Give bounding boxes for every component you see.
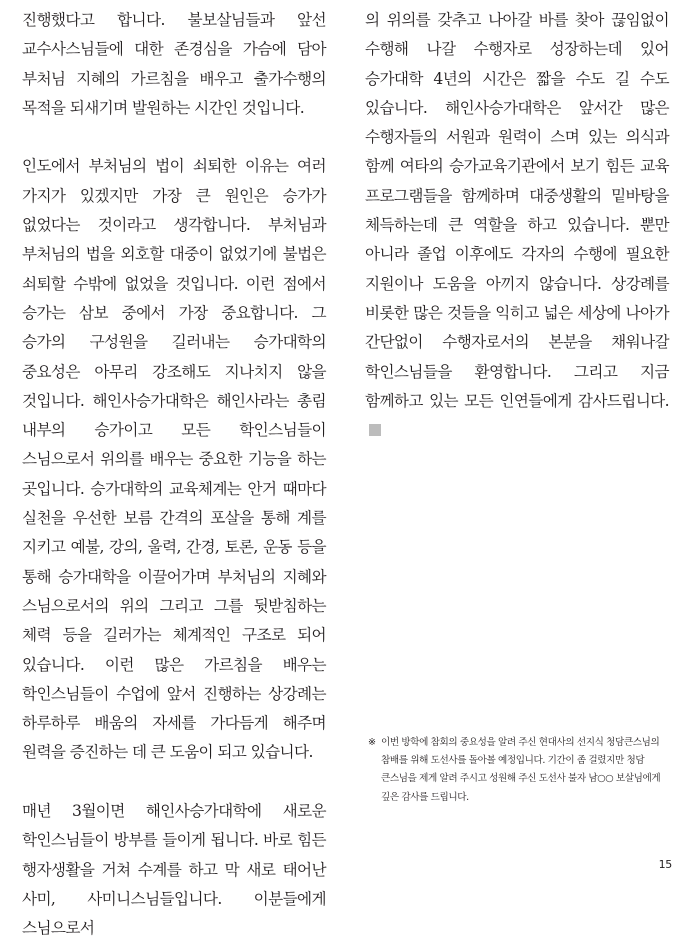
paragraph-text: 의 위의를 갖추고 나아갈 바를 찾아 끊임없이 수행해 나갈 수행자로 성장하는데 있어 승가대학 4년의 시간은 짧을 수도 길 수도 있습니다. 해인사승가대학은 앞서간 많은 수행자들의 서원과 원력이 스며 있는 의식과 함께 여타의 승가교육기관에서 보기 힘든 교육 프로그램들을 함께하며 대중생활의 밑바탕을 체득하는데 큰 역할을 하고 있습니다. 뿐만 아니라 졸업 이후에도 각자의 수행에 필요한 지원이나 도움을 아끼지 않습니다. 상강례를 비롯한 많은 것들을 익히고 넓은 세상에 나아가 간단없이 수행자로서의 본분을 채워나갈 학인스님들을 환영합니다. 그리고 지금 함께하고 있는 모든 인연들에게 감사드립니다. [365,11,669,410]
paragraph: 매년 3월이면 해인사승가대학에 새로운 학인스님들이 방부를 들이게 됩니다. 바로 힘든 행자생활을 거쳐 수계를 하고 막 새로 태어난 사미, 사미니스님들입니다. 이분들에게 스님으로서 [22,802,326,938]
footnote-text: 이번 방학에 참회의 중요성을 알려 주신 현대사의 선지식 청담큰스님의 참배를 위해 도선사를 돌아볼 예정입니다. 기간이 좀 걸렸지만 청담 큰스님을 제게 알려 주시고 성원해 주신 도선사 불자 남○○ 보살님에게 깊은 감사를 드립니다. [381,737,661,803]
paragraph [365,6,669,445]
left-column [22,6,326,944]
footnote [368,734,670,807]
end-of-article-square-icon [369,424,381,436]
paragraph: 인도에서 부처님의 법이 쇠퇴한 이유는 여러 가지가 있겠지만 가장 큰 원인은 승가가 없었다는 것이라고 생각합니다. 부처님과 부처님의 법을 외호할 대중이 없었기에 불법은 쇠퇴할 수밖에 없었을 것입니다. 이런 점에서 승가는 삼보 중에서 가장 중요합니다. 그 승가의 구성원을 길러내는 승가대학의 중요성은 아무리 강조해도 지나치지 않을 것입니다. 해인사승가대학은 해인사라는 총림 내부의 승가이고 모든 학인스님들이 스님으로서 위의를 배우는 중요한 기능을 하는 곳입니다. 승가대학의 교육체계는 안거 때마다 실천을 우선한 보름 간격의 포살을 통해 계를 지키고 예불, 강의, 울력, 간경, 토론, 운동 등을 통해 승가대학을 이끌어가며 부처님의 지혜와 스님으로서의 위의 그리고 그를 뒷받침하는 체력 등을 길러가는 체계적인 구조로 되어 있습니다. 이런 많은 가르침을 배우는 학인스님들이 수업에 앞서 진행하는 상강례는 하루하루 배움의 자세를 가다듬게 해주며 원력을 증진하는 데 큰 도움이 되고 있습니다. [22,157,326,762]
paragraph: 진행했다고 합니다. 불보살님들과 앞선 교수사스님들에 대한 존경심을 가슴에 담아 부처님 지혜의 가르침을 배우고 출가수행의 목적을 되새기며 발원하는 시간인 것입니다. [22,11,326,117]
page-number: 15 [658,858,672,871]
right-column [365,6,669,445]
reference-mark-icon: ※ [368,737,376,748]
